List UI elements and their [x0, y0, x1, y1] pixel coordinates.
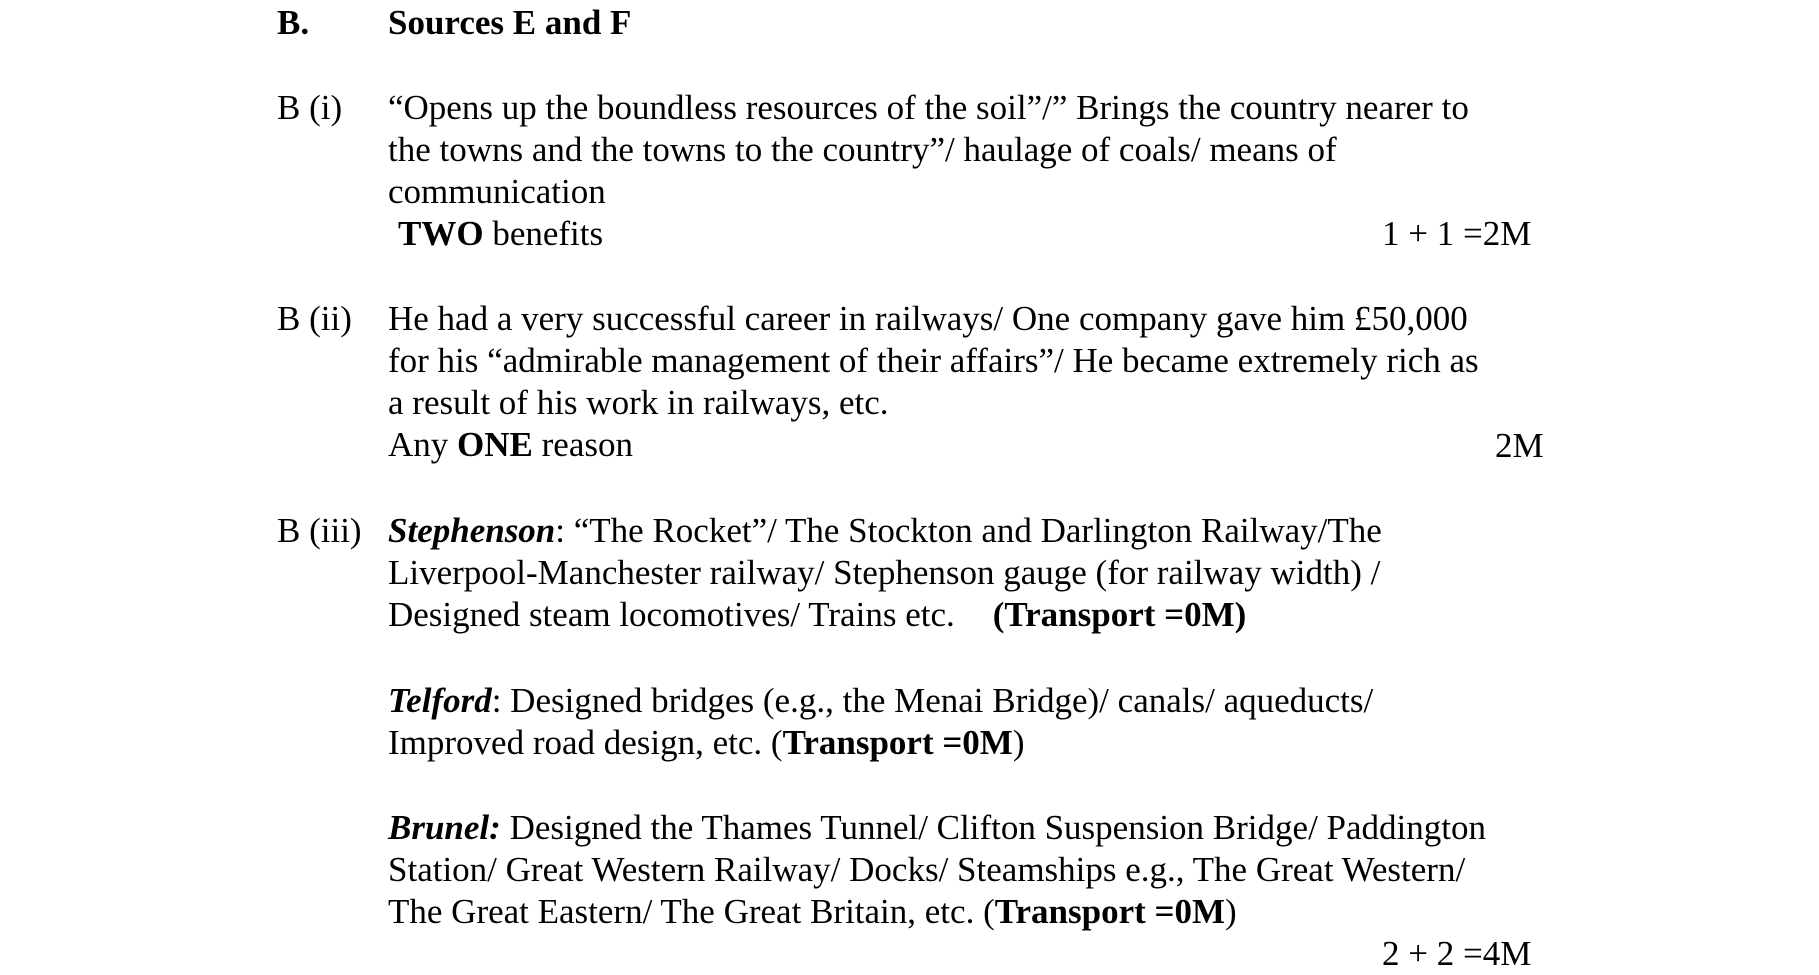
answer-line: Station/ Great Western Railway/ Docks/ Steamships e.g., The Great Western/	[388, 850, 1466, 889]
answer-text: Designed the Thames Tunnel/ Clifton Suspension Bridge/ Paddington	[500, 808, 1486, 847]
answer-line: for his “admirable management of their affairs”/ He became extremely rich as	[388, 341, 1479, 380]
answer-text: The Great Eastern/ The Great Britain, etc. (	[388, 892, 995, 931]
answer-line	[388, 807, 1568, 849]
answer-note	[388, 424, 1568, 466]
question-label-b-iii: B (iii)	[277, 511, 362, 550]
section-label: B.	[277, 3, 310, 42]
answer-line	[388, 722, 1568, 764]
answer-text: : Designed bridges (e.g., the Menai Bridge)/ canals/ aqueducts/	[491, 681, 1374, 720]
answer-b-iii-telford	[388, 680, 1568, 764]
answer-text: )	[1012, 723, 1025, 762]
transport-note: Transport =0M	[994, 892, 1225, 931]
answer-line	[388, 510, 1568, 552]
marks-b-i: 1 + 1 =2M	[1382, 214, 1532, 253]
engineer-name: Stephenson	[388, 511, 556, 550]
marks-b-ii: 2M	[1495, 426, 1544, 465]
transport-note: Transport =0M	[782, 723, 1013, 762]
answer-text: Designed steam locomotives/ Trains etc.	[388, 595, 955, 634]
answer-b-iii-stephenson	[388, 510, 1568, 636]
question-label-b-ii: B (ii)	[277, 299, 352, 338]
note-text: benefits	[483, 214, 604, 253]
answer-line: communication	[388, 172, 606, 211]
note-text: Any	[388, 425, 458, 464]
engineer-name: Telford	[388, 681, 492, 720]
answer-line: a result of his work in railways, etc.	[388, 383, 889, 422]
section-title: Sources E and F	[388, 3, 632, 42]
answer-text: : “The Rocket”/ The Stockton and Darlington Railway/The	[555, 511, 1382, 550]
answer-line	[388, 594, 1568, 636]
answer-text: )	[1225, 892, 1237, 931]
answer-line: Liverpool-Manchester railway/ Stephenson gauge (for railway width) /	[388, 553, 1381, 592]
answer-line: “Opens up the boundless resources of the soil”/” Brings the country nearer to	[388, 88, 1469, 127]
answer-b-iii-brunel	[388, 807, 1568, 933]
answer-b-ii	[388, 298, 1568, 466]
answer-text: Improved road design, etc. (	[388, 723, 783, 762]
answer-line: the towns and the towns to the country”/ haulage of coals/ means of	[388, 130, 1337, 169]
transport-note: (Transport =0M)	[992, 595, 1247, 634]
note-emphasis: ONE	[457, 425, 533, 464]
answer-line	[388, 680, 1568, 722]
engineer-name: Brunel:	[388, 808, 501, 847]
question-label-b-i: B (i)	[277, 88, 343, 127]
marks-b-iii: 2 + 2 =4M	[1382, 934, 1532, 973]
note-emphasis: TWO	[398, 214, 484, 253]
answer-line: He had a very successful career in railways/ One company gave him £50,000	[388, 299, 1468, 338]
answer-line	[388, 891, 1568, 933]
note-text: reason	[532, 425, 633, 464]
